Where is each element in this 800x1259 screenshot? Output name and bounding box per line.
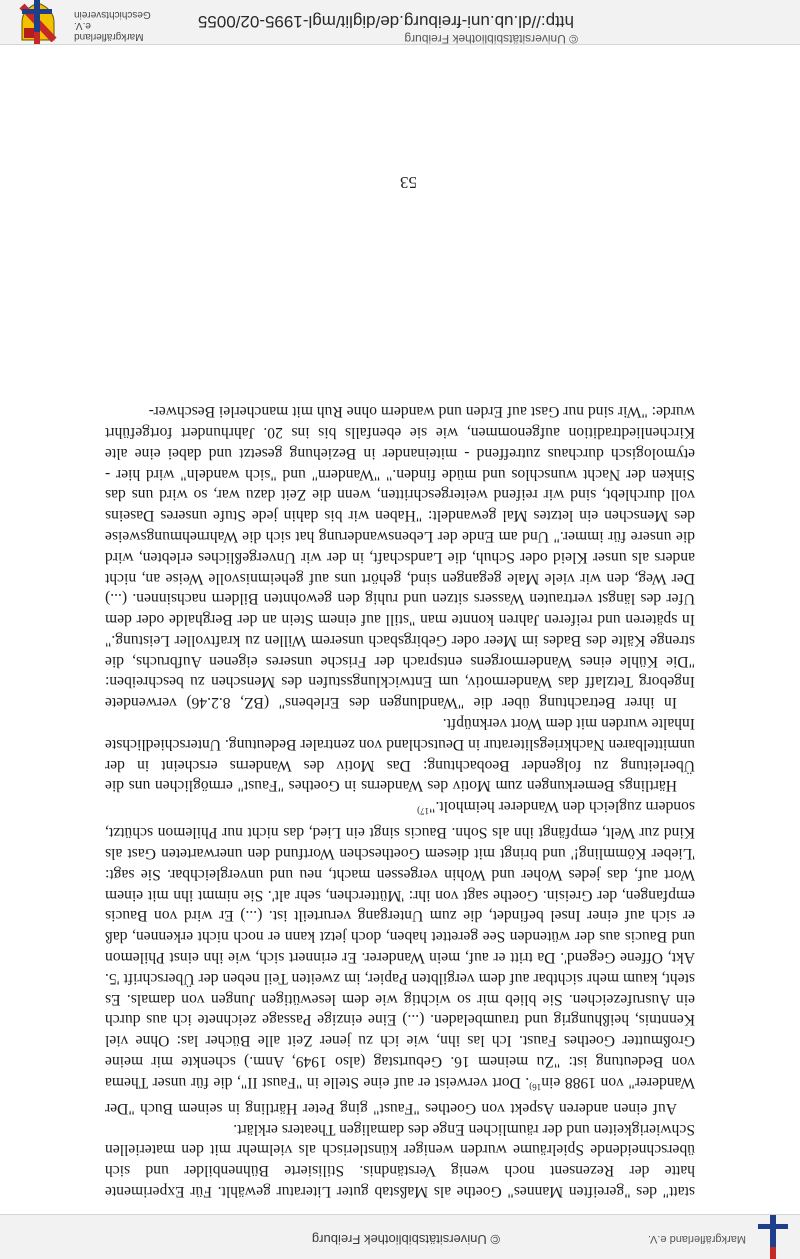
document-page <box>105 400 695 1201</box>
footer-copyright: © Universitätsbibliothek Freiburg <box>311 1232 500 1247</box>
paragraph-2-text: Auf einen anderen Aspekt von Goethes "Faust" ging Peter Härtling in seinem Buch "Der Wanderer" von 1988 ein <box>105 1073 695 1117</box>
page-number: 53 <box>400 173 417 192</box>
paragraph-1-text: statt" des "gereiften Mannes" Goethe als Maßstab guter Literatur gewählt. Für Experimente hatte der Rezensent noch wenig Verständnis. Stilisierte Bühnenbilder und sich überschneidende Spielräume wurden weniger künstlerisch als vielmehr mit den materiellen Schwierigkeiten und der räumlichen Enge des damaligen Theaters erklärt. <box>105 1120 695 1200</box>
paragraph-3 <box>105 712 695 795</box>
viewer-bottom-bar <box>0 0 800 45</box>
header-copyright: © Universitätsbibliothek Freiburg <box>404 32 578 46</box>
footnote-17: 17) <box>417 806 430 817</box>
header-society: Markgräflerland e.V. Geschichtsverein <box>74 9 151 42</box>
paragraph-1 <box>105 1118 695 1201</box>
ub-freiburg-logo-icon <box>22 0 52 44</box>
permalink-url[interactable]: http://dl.ub.uni-freiburg.de/diglit/mgl-1995-02/0055 <box>197 12 574 31</box>
ub-freiburg-logo-icon <box>758 1215 788 1259</box>
footer-society: Markgräflerland e.V. <box>647 1233 746 1245</box>
paragraph-3-text: Härtlings Bemerkungen zum Motiv des Wanderns in Goethes "Faust" ermöglichen uns die Überleitung zu folgender Beobachtung: Das Motiv des Wanderns erscheint in der unmittelbaren Nachkriegsliteratur in Deutschland von zentraler Bedeutung. Unterschiedlichste Inhalte wurden mit dem Wort verknüpft. <box>105 715 695 795</box>
footnote-16: 16) <box>529 1082 542 1093</box>
paragraph-4 <box>105 400 695 712</box>
paragraph-2-text-cont: . Dort verweist er auf eine Stelle in "Faust II", die für unser Thema von Bedeutung ist: "Zu meinem 16. Geburtstag (also 1949, Anm.) schenkte mir meine Großmutter Goethes Faust. Ich las ihn, wie ich zu jener Zeit alle Bücher las: Ohne viel Kenntnis, heißhungrig und traumbeladen. (...) Eine einzige Passage zeichnete ich aus durch ein Ausrufezeichen. Sie blieb mir so wichtig wie dem lesewütigen Jungen von damals. Es steht, kaum mehr sichtbar auf dem vergilbten Papier, im zweiten Teil neben der Überschrift '5. Akt, Offene Gegend'. Da tritt er auf, mein Wanderer. Er erinnert sich, wie ihn einst Philemon und Baucis aus der wütenden See gerettet haben, doch jetzt kann er noch nicht erkennen, daß er sich auf einer Insel befindet, die zum Untergang verurteilt ist. (...) Er wird von Baucis empfangen, der Greisin. Goethe sagt von ihr: 'Mütterchen, sehr alt'. Sie nimmt ihn mit einem Wort auf, das jedes Woher und Wohin vergessen macht, neu und unvergleichbar. Sie sagt: 'Lieber Kömmling!' und bringt mit diesem Goetheschen Wortfund den unerwarteten Gast als Kind zur Welt, empfängt ihn als Sohn. Baucis singt ein Lied, das nicht nur Philemon schützt, sondern zugleich den Wanderer heimholt." <box>105 798 695 1091</box>
viewer-top-bar <box>0 1214 800 1259</box>
paragraph-4-text: In ihrer Betrachtung über die "Wandlungen des Erlebens" (BZ, 8.2.46) verwendete Ingeborg Tetzlaff das Wandermotiv, um Entwicklungsstufen des Menschen zu beschreiben: "Die Kühle eines Wandermorgens entsprach der Frische unseres eigenen Aufbruchs, die strenge Kälte des Bades im Meer oder Gebirgsbach unserem Willen zu kraftvoller Leistung." In späteren und reiferen Jahren konnte man "still auf einem Stein an der Berghalde oder dem Ufer des längst vertrauten Wassers sitzen und ruhig den gewohnten Bildern nachsinnen. (...) Der Weg, den wir viele Male gegangen sind, gehört uns auf geheimnisvolle Weise an, nicht anders als unser Kleid oder Schuh, die Landschaft, in der wir Unvergeßliches erlebten, wird die unsere für immer." Und am Ende der Lebenswanderung hat sich die Wahrnehmungsweise des Menschen ein letztes Mal gewandelt: "Haben wir bis dahin jede Stufe unseres Daseins voll durchlebt, sind wir reifend weitergeschritten, wenn die Zeit dazu war, so wird uns das Sinken der Nacht wunschlos und müde finden." "Wandern" und "sich wandeln" wird hier - etymologisch durchaus zutreffend - miteinander in Beziehung gesetzt und dabei eine alte Kirchenliedtradition aufgenommen, wie sie ebenfalls bis ins 20. Jahrhundert fortgeführt wurde: "Wir sind nur Gast auf Erden und wandern ohne Ruh mit mancherlei Beschwer- <box>105 403 695 712</box>
paragraph-2 <box>105 795 695 1117</box>
